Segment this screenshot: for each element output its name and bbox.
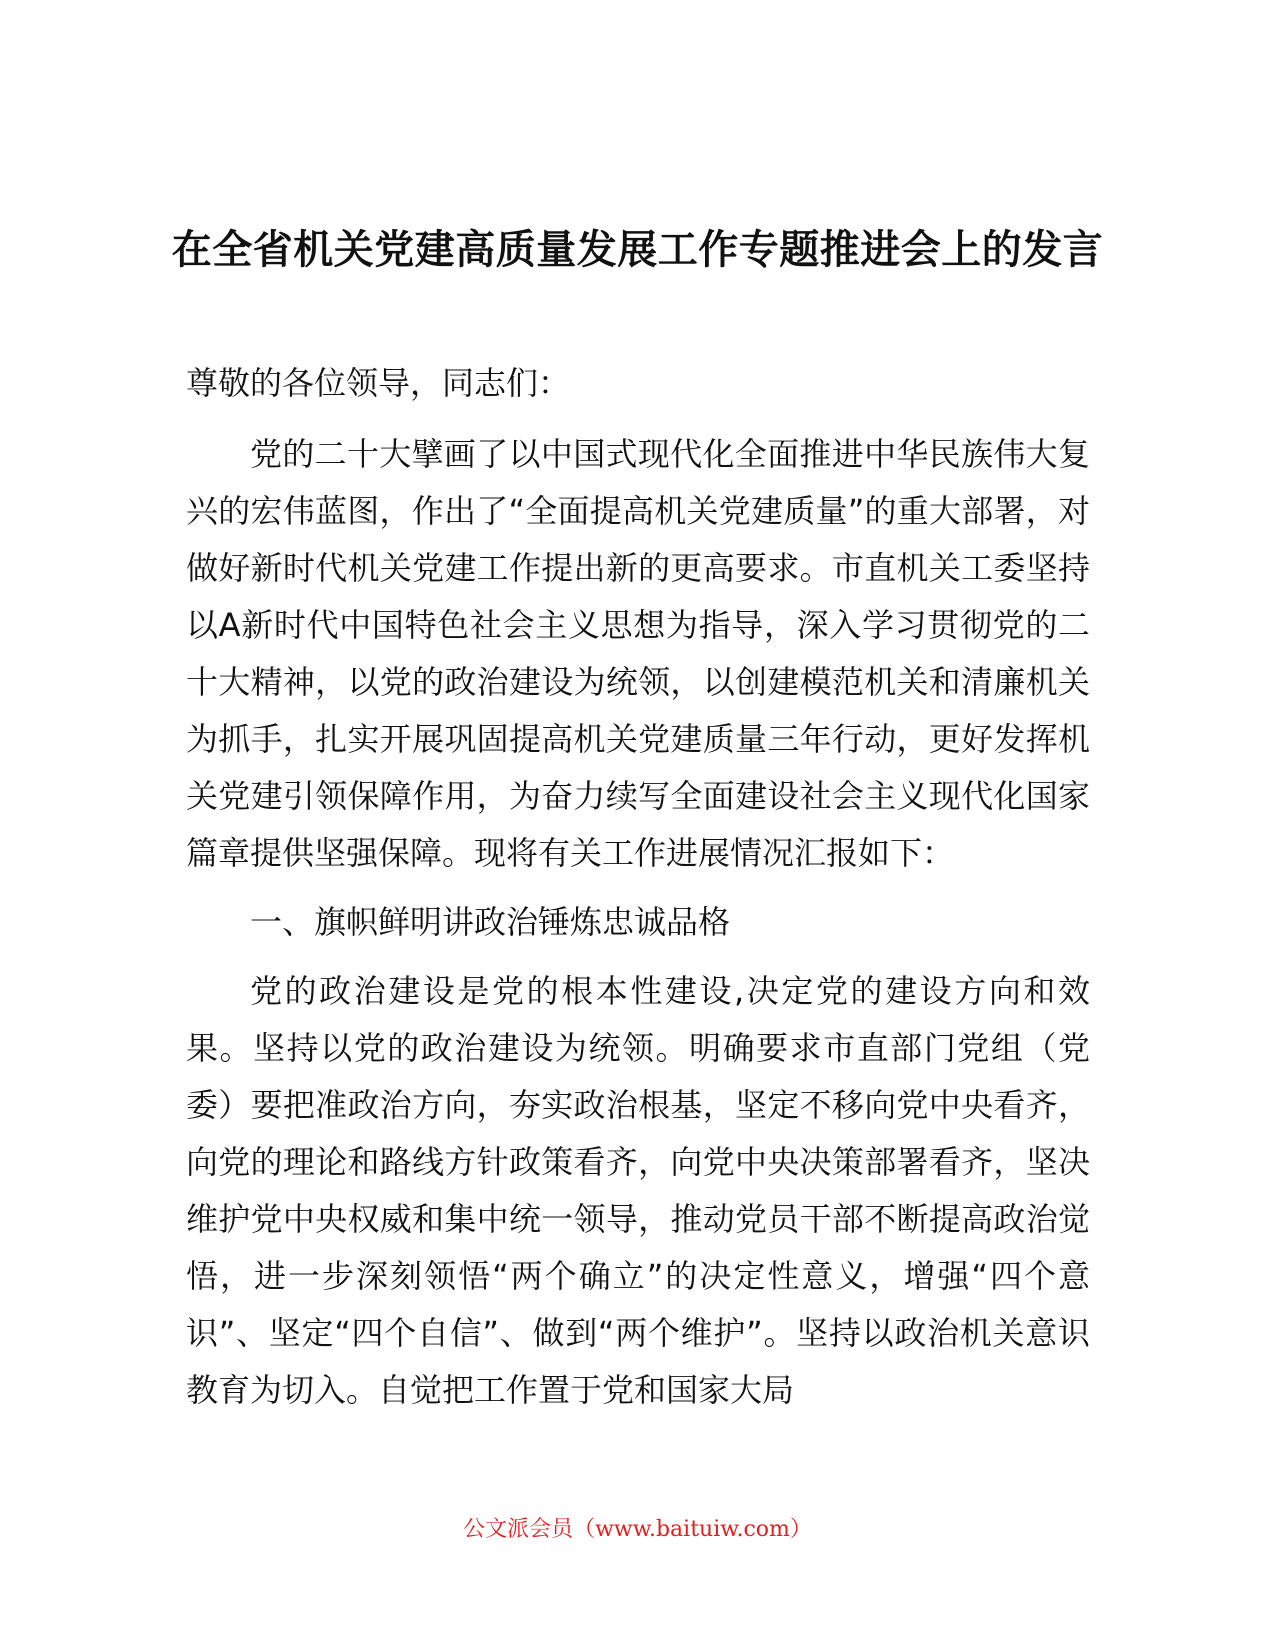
document-title: 在全省机关党建高质量发展工作专题推进会上的发言 — [171, 227, 1104, 273]
section-heading-1: 一、旗帜鲜明讲政治锤炼忠诚品格 — [250, 903, 731, 941]
footer-watermark: 公文派会员（www.baituiw.com） — [463, 1517, 812, 1542]
document-body — [186, 355, 1090, 1431]
paragraph-section-1: 党的政治建设是党的根本性建设,决定党的建设方向和效果。坚持以党的政治建设为统领。明确要求市直部门党组（党委）要把准政治方向，夯实政治根基，坚定不移向党中央看齐，向党的理论和路线方针政策看齐，向党中央决策部署看齐，坚决维护党中央权威和集中统一领导，推动党员干部不断提高政治觉悟，进一步深刻领悟“两个确立”的决定性意义，增强“四个意识”、坚定“四个自信”、做到“两个维护”。坚持以政治机关意识教育为切入。自觉把工作置于党和国家大局 — [186, 972, 1090, 1409]
salutation: 尊敬的各位领导，同志们： — [186, 364, 571, 402]
paragraph-intro: 党的二十大擘画了以中国式现代化全面推进中华民族伟大复兴的宏伟蓝图，作出了“全面提高机关党建质量”的重大部署，对做好新时代机关党建工作提出新的更高要求。市直机关工委坚持以A新时代中国特色社会主义思想为指导，深入学习贯彻党的二十大精神，以党的政治建设为统领，以创建模范机关和清廉机关为抓手，扎实开展巩固提高机关党建质量三年行动，更好发挥机关党建引领保障作用，为奋力续写全面建设社会主义现代化国家篇章提供坚强保障。现将有关工作进展情况汇报如下： — [186, 435, 1090, 872]
